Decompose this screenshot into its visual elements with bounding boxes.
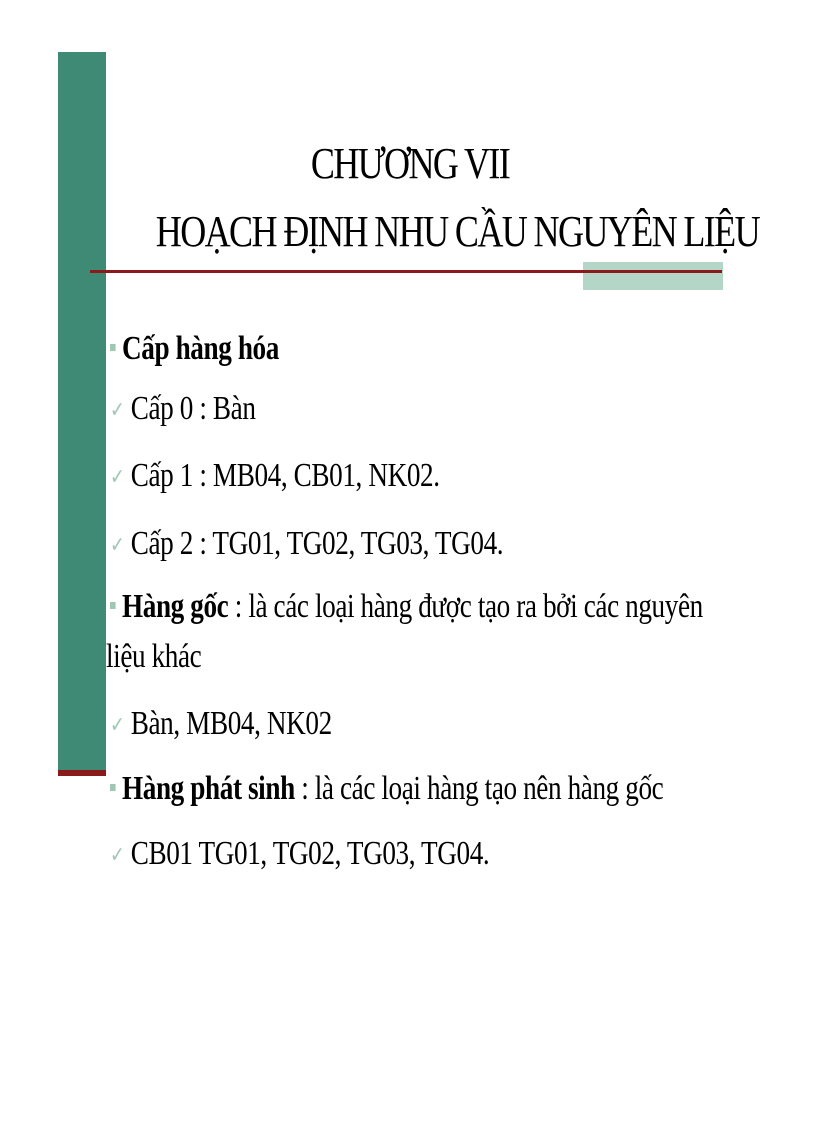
square-bullet-icon: [110, 602, 116, 609]
list-item: [110, 330, 279, 368]
check-icon: ✓: [110, 843, 125, 868]
list-item-text: Cấp 1 : MB04, CB01, NK02.: [130, 457, 440, 494]
square-bullet-icon: [110, 344, 116, 351]
list-item: [110, 835, 489, 873]
list-item: [110, 705, 332, 743]
list-item-continuation: [106, 638, 201, 676]
list-item: [110, 457, 440, 495]
square-bullet-icon: [110, 784, 116, 791]
check-icon: ✓: [110, 713, 125, 738]
slide-title-line1: CHƯƠNG VII: [310, 139, 510, 188]
list-item-text: Cấp 0 : Bàn: [130, 390, 256, 427]
title-divider: [90, 270, 722, 273]
list-item: [110, 390, 256, 428]
list-item-bold: Hàng gốc: [122, 588, 229, 625]
check-icon: ✓: [110, 398, 125, 423]
list-item: [110, 588, 703, 626]
side-accent-bar: [58, 52, 106, 774]
list-item-bold: Cấp hàng hóa: [122, 330, 279, 367]
check-icon: ✓: [110, 533, 125, 558]
list-item-text: : là các loại hàng được tạo ra bởi các nguyên: [228, 588, 703, 625]
list-item: [110, 770, 663, 808]
side-accent-bar-base: [58, 770, 106, 776]
divider-accent-block: [583, 262, 723, 290]
check-icon: ✓: [110, 465, 125, 490]
slide-title-line2: HOẠCH ĐỊNH NHU CẦU NGUYÊN LIỆU: [155, 207, 759, 256]
list-item-text: : là các loại hàng tạo nên hàng gốc: [294, 770, 664, 807]
list-item-bold: Hàng phát sinh: [122, 770, 295, 807]
list-item-text: CB01 TG01, TG02, TG03, TG04.: [130, 835, 490, 872]
list-item-text: Cấp 2 : TG01, TG02, TG03, TG04.: [130, 525, 504, 562]
list-item: [110, 525, 503, 563]
list-item-text: liệu khác: [106, 638, 202, 675]
list-item-text: Bàn, MB04, NK02: [130, 705, 332, 742]
